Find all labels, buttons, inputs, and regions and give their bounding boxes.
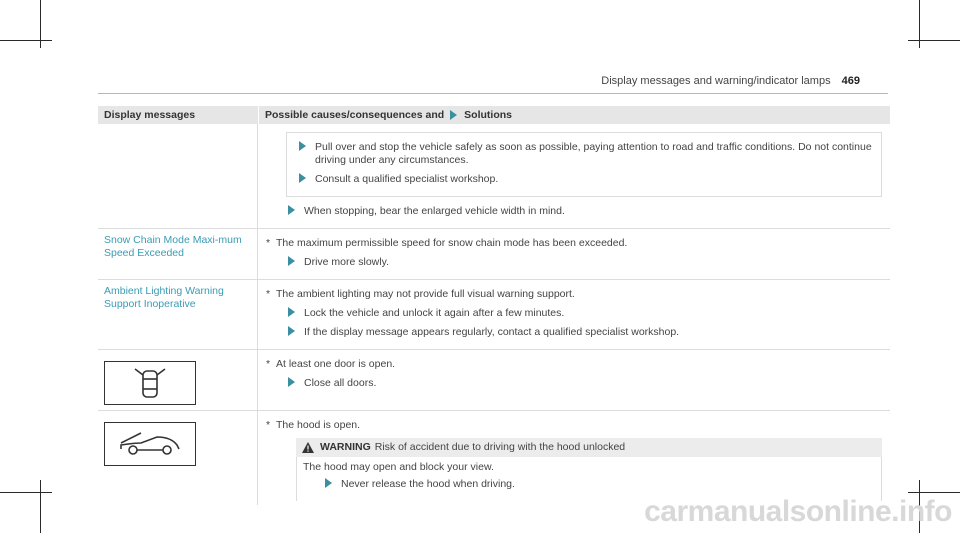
step-text: Close all doors. [304, 377, 377, 389]
step-text: If the display message appears regularly, contact a qualified specialist workshop. [304, 326, 680, 338]
step-text: Lock the vehicle and unlock it again after a few minutes. [304, 307, 565, 319]
messages-table [98, 106, 890, 505]
message-cell [98, 411, 258, 505]
message-cell [98, 350, 258, 410]
arrow-icon [288, 377, 295, 387]
message-cell: Ambient Lighting Warning Support Inoperative [98, 280, 258, 349]
warning-label: WARNING [320, 441, 371, 453]
table-row [98, 411, 890, 505]
cause-text: The maximum permissible speed for snow chain mode has been exceeded. [276, 237, 628, 249]
hood-open-icon [104, 422, 196, 466]
col-causes [258, 106, 518, 124]
crop-mark [908, 492, 960, 493]
cause-text: At least one door is open. [276, 358, 396, 370]
cause-text: The hood is open. [276, 419, 361, 431]
table-header [98, 106, 890, 124]
step-text: Never release the hood when driving. [341, 478, 515, 490]
warning-box [296, 438, 882, 501]
warning-body: The hood may open and block your view. [303, 461, 494, 473]
warning-icon [302, 442, 314, 453]
arrow-icon [299, 141, 306, 151]
cause-cell: * The ambient lighting may not provide full visual warning support. Lock the vehicle and unlock it again after a few minutes. If the display message appears regularly, contact a qualified specialist workshop. [266, 288, 680, 338]
table-row [98, 350, 890, 411]
step-text: Drive more slowly. [304, 256, 389, 268]
step-text: When stopping, bear the enlarged vehicle width in mind. [304, 205, 565, 217]
crop-mark [40, 480, 41, 533]
table-row [98, 280, 890, 350]
step-text: Pull over and stop the vehicle safely as soon as possible, paying attention to road and traffic conditions. Do not continue driving under any circumstances. [315, 141, 872, 166]
cause-cell [258, 124, 890, 228]
cause-cell: * The maximum permissible speed for snow chain mode has been exceeded. Drive more slowly. [266, 237, 628, 268]
step-text: Consult a qualified specialist workshop. [315, 173, 499, 185]
arrow-icon [288, 205, 295, 215]
step-box [286, 132, 882, 197]
table-row [98, 229, 890, 280]
warning-title: Risk of accident due to driving with the hood unlocked [374, 441, 626, 453]
arrow-icon [325, 478, 332, 488]
car-door-open-icon [104, 361, 196, 405]
crop-mark [908, 40, 960, 41]
page-number: 469 [841, 75, 860, 87]
message-cell [98, 124, 258, 228]
arrow-icon [288, 256, 295, 266]
page-header [601, 75, 860, 87]
col-solutions-label: Solutions [464, 109, 513, 121]
col-display-messages: Display messages [104, 109, 196, 121]
arrow-icon [288, 326, 295, 336]
watermark: carmanualsonline.info [644, 495, 952, 528]
table-row [98, 124, 890, 229]
col-causes-label: Possible causes/consequences and [265, 109, 445, 121]
arrow-icon [450, 110, 457, 120]
cause-text: The ambient lighting may not provide full visual warning support. [276, 288, 575, 300]
arrow-icon [288, 307, 295, 317]
arrow-icon [299, 173, 306, 183]
header-title: Display messages and warning/indicator lamps [601, 75, 831, 87]
message-cell: Snow Chain Mode Maxi-mum Speed Exceeded [98, 229, 258, 279]
cause-cell: * At least one door is open. Close all doors. [266, 358, 396, 389]
crop-mark [0, 40, 52, 41]
cause-cell: * The hood is open. WARNING Risk of accident due to driving with the hood unlocked The hood may open and block your view. Never release the hood when driving. [258, 411, 890, 505]
header-rule [98, 93, 888, 94]
crop-mark [0, 492, 52, 493]
